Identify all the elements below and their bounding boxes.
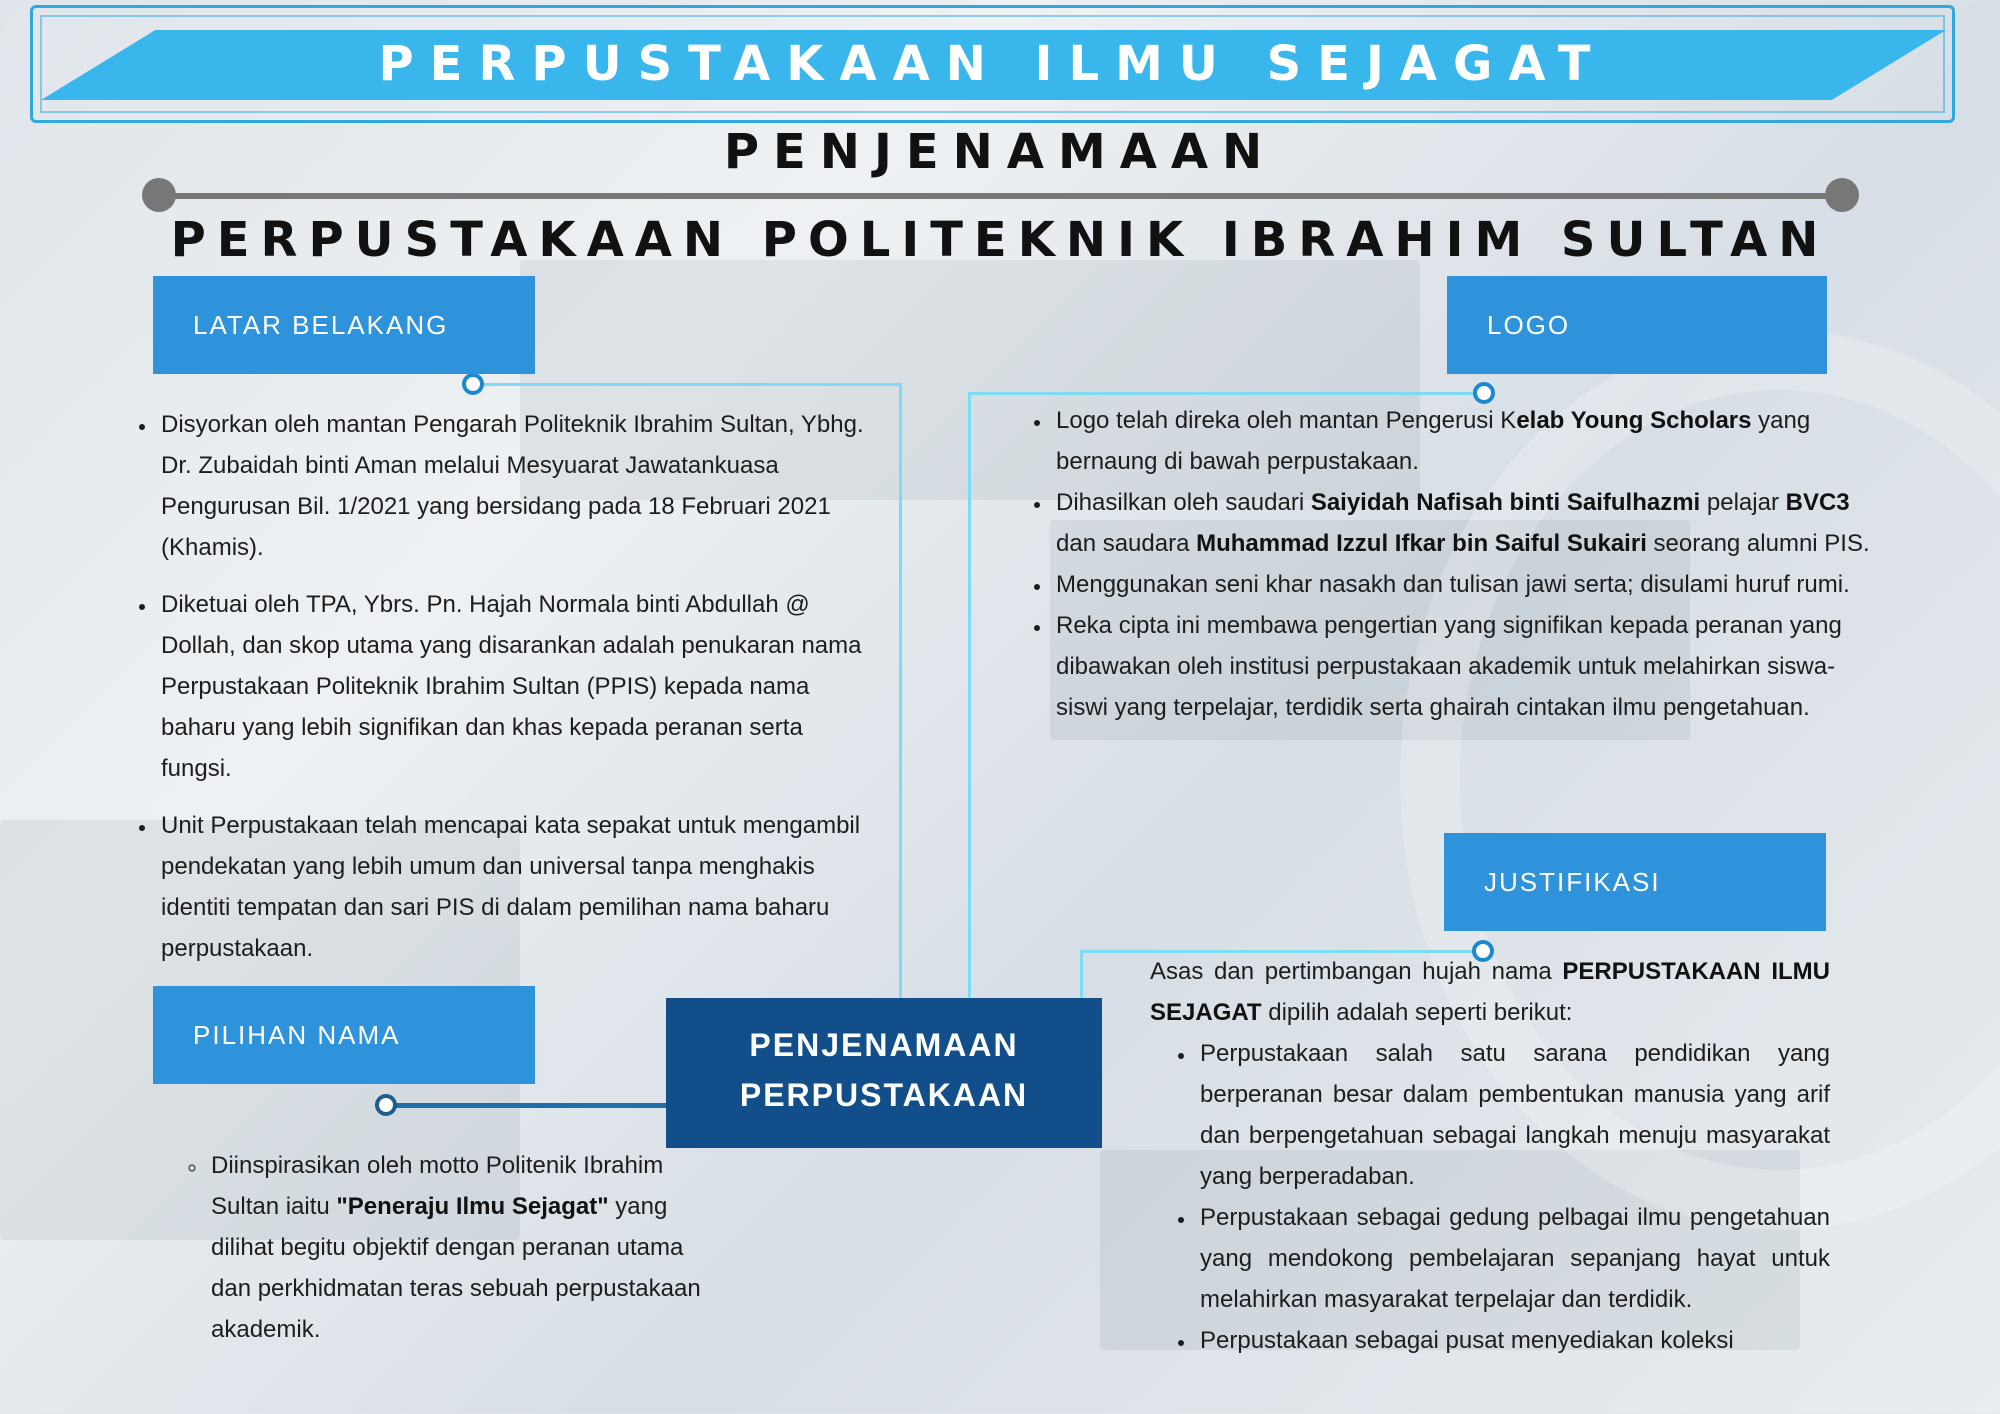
logo-bold: elab Young Scholars [1516, 407, 1752, 434]
logo-text-end: yang bernaung di bawah perpustakaan. [1056, 407, 1811, 475]
list-item: • Perpustakaan salah satu sarana pendidikan yang berperanan besar dalam pembentukan manusia yang arif dan berpengetahuan sebagai langkah menuju masyarakat yang berperadaban. [1196, 1033, 1830, 1197]
connector-pilihan [386, 1103, 666, 1108]
list-item [1052, 482, 1870, 564]
divider-left-dot [142, 178, 176, 212]
title-banner [30, 5, 1955, 123]
node-latar [462, 373, 484, 395]
central-title-line2: PERPUSTAKAAN [739, 1077, 1029, 1113]
logo-text: pelajar [1700, 489, 1786, 516]
list-item: • Perpustakaan sebagai pusat menyediakan koleksi [1196, 1320, 1830, 1361]
connector-logo-vertical [968, 392, 971, 998]
list-item: • Menggunakan seni khar nasakh dan tulisan jawi serta; disulami huruf rumi. [1052, 564, 1870, 605]
designer-name-1: Saiyidah Nafisah binti Saifulhazmi [1310, 489, 1701, 516]
banner-title: PERPUSTAKAAN ILMU SEJAGAT [378, 36, 1607, 92]
connector-latar [472, 383, 902, 386]
list-item [1052, 400, 1870, 482]
logo-text-end: seorang alumni PIS. [1646, 530, 1870, 557]
section-logo-label: LOGO [1487, 309, 1571, 340]
section-justifikasi [1444, 833, 1826, 931]
motto-text: "Peneraju Ilmu Sejagat" [336, 1193, 609, 1220]
heading-divider [158, 193, 1842, 199]
section-latar-belakang-label: LATAR BELAKANG [193, 309, 449, 340]
list-item: • Perpustakaan sebagai gedung pelbagai ilmu pengetahuan yang mendokong pembelajaran sepanjang hayat untuk melahirkan masyarakat terpelajar dan terdidik. [1196, 1197, 1830, 1320]
logo-text: dan saudara [1056, 530, 1197, 557]
central-title-box [666, 998, 1102, 1148]
list-item: • Unit Perpustakaan telah mencapai kata sepakat untuk mengambil pendekatan yang lebih umum dan universal tanpa menghakis identiti tempatan dan sari PIS di dalam pemilihan nama baharu perpustakaan. [157, 805, 865, 969]
justifikasi-block [1150, 951, 1830, 1361]
connector-justifikasi-vertical [1080, 950, 1083, 998]
connector-latar-vertical [899, 383, 902, 998]
central-title-line1: PENJENAMAAN [749, 1027, 1019, 1063]
designer-name-2: Muhammad Izzul Ifkar bin Saiful Sukairi [1196, 530, 1647, 557]
pilihan-text-end: yang dilihat begitu objektif dengan peranan utama dan perkhidmatan teras sebuah perpustakaan akademik. [211, 1193, 701, 1343]
list-item [207, 1145, 715, 1350]
page-heading-line2: PERPUSTAKAAN POLITEKNIK IBRAHIM SULTAN [170, 212, 1830, 268]
node-pilihan [375, 1094, 397, 1116]
section-pilihan-nama [153, 986, 535, 1084]
section-logo [1447, 276, 1827, 374]
justifikasi-intro-end: dipilih adalah seperti berikut: [1261, 999, 1573, 1026]
justifikasi-intro [1150, 951, 1830, 1033]
section-pilihan-nama-label: PILIHAN NAMA [193, 1019, 401, 1050]
page-heading-line1: PENJENAMAAN [723, 124, 1277, 180]
justifikasi-name-bold: PERPUSTAKAAN ILMU SEJAGAT [1150, 958, 1830, 1026]
logo-text: Dihasilkan oleh saudari [1056, 489, 1311, 516]
section-justifikasi-label: JUSTIFIKASI [1484, 866, 1661, 897]
pilihan-text: Diinspirasikan oleh motto Politenik Ibrahim Sultan iaitu [211, 1152, 664, 1220]
section-latar-belakang [153, 276, 535, 374]
designer-class: BVC3 [1785, 489, 1850, 516]
list-item: • Reka cipta ini membawa pengertian yang signifikan kepada peranan yang dibawakan oleh institusi perpustakaan akademik untuk melahirkan siswa-siswi yang terpelajar, terdidik serta ghairah cintakan ilmu pengetahuan. [1052, 605, 1870, 728]
connector-logo [968, 392, 1482, 395]
list-item: • Disyorkan oleh mantan Pengarah Politeknik Ibrahim Sultan, Ybhg. Dr. Zubaidah binti Aman melalui Mesyuarat Jawatankuasa Pengurusan Bil. 1/2021 yang bersidang pada 18 Februari 2021 (Khamis). [157, 404, 865, 568]
justifikasi-intro-text: Asas dan pertimbangan hujah nama [1150, 958, 1563, 985]
pilihan-nama-list [185, 1145, 715, 1366]
divider-right-dot [1825, 178, 1859, 212]
logo-list [1030, 400, 1870, 728]
logo-text: Logo telah direka oleh mantan Pengerusi K [1056, 407, 1517, 434]
latar-belakang-list [135, 404, 865, 985]
list-item: • Diketuai oleh TPA, Ybrs. Pn. Hajah Normala binti Abdullah @ Dollah, dan skop utama yang disarankan adalah penukaran nama Perpustakaan Politeknik Ibrahim Sultan (PPIS) kepada nama baharu yang lebih signifikan dan khas kepada peranan serta fungsi. [157, 584, 865, 789]
